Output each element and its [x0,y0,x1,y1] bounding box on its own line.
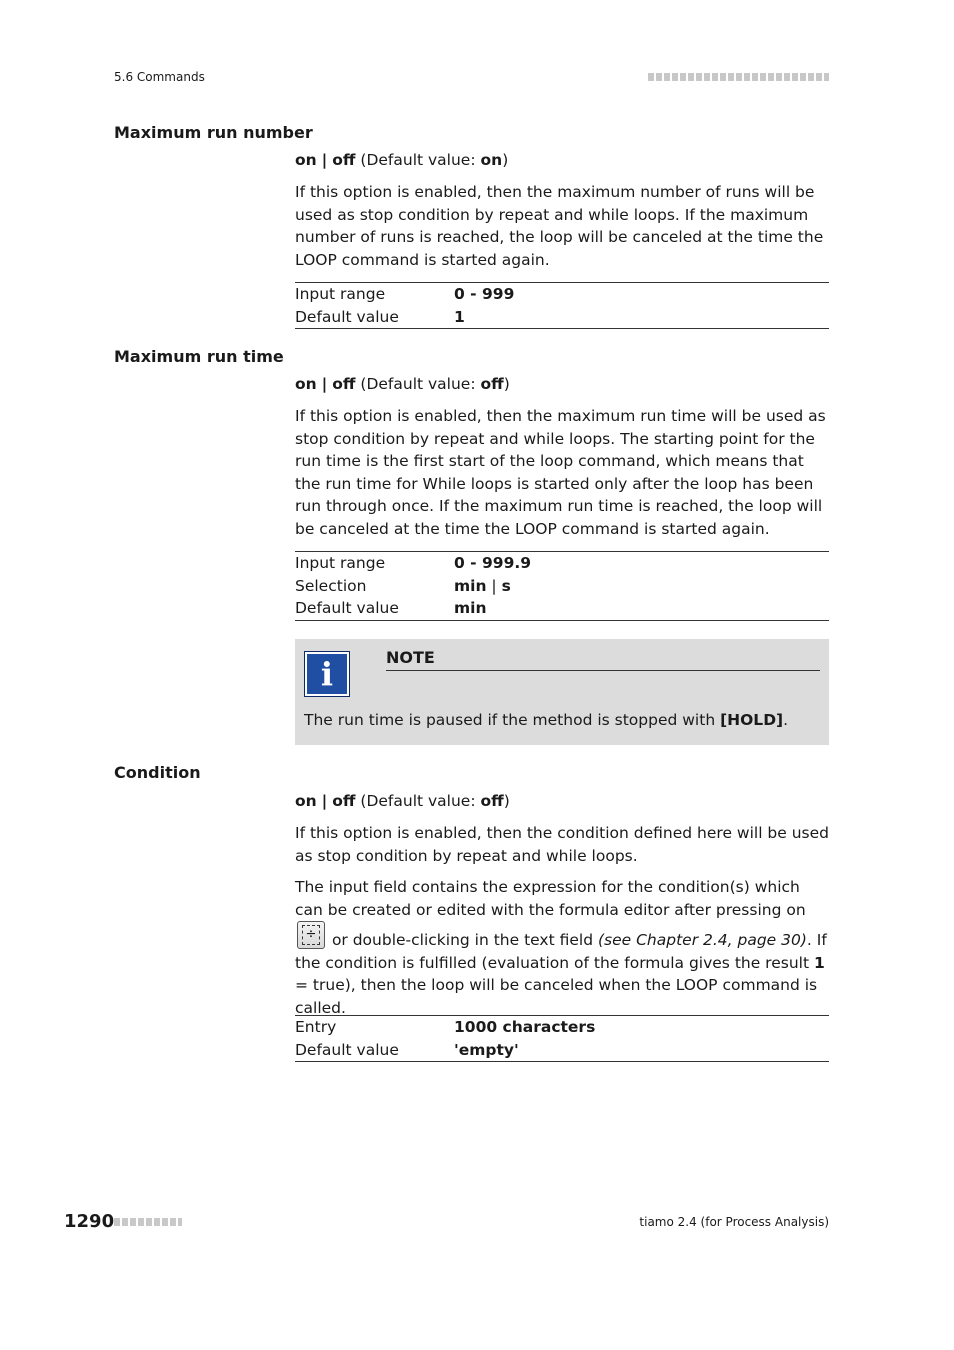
description-condition-2 [295,876,829,1019]
section-title-max-run-number: Maximum run number [114,123,313,142]
note-title: NOTE [386,648,820,671]
description-text: If this option is enabled, then the condition defined here will be used as stop condition by repeat and while loops. [295,824,830,865]
table-row [295,552,829,575]
option-on: on [295,792,317,810]
hold-label: [HOLD] [720,711,784,729]
selection-sep: | [486,576,502,595]
default-value: off [480,792,504,810]
footer-product: tiamo 2.4 (for Process Analysis) [639,1215,829,1229]
info-icon: i [304,651,350,697]
table-value: min [454,599,487,617]
option-line-condition [295,790,829,813]
note-box [295,639,829,745]
table-row [295,306,829,329]
default-suffix: ) [502,151,509,169]
description-text: = true), then the loop will be canceled when the LOOP command is called. [295,976,818,1017]
table-row [295,1016,829,1039]
section-title-max-run-time: Maximum run time [114,347,284,366]
option-line-max-run-time [295,373,829,396]
description-text: or double-clicking in the text field [331,931,598,949]
default-value: on [480,151,503,169]
default-suffix: ) [503,375,510,393]
default-prefix: (Default value: [360,151,481,169]
description-condition-1 [295,822,829,867]
running-header: 5.6 Commands [114,70,205,84]
default-value: off [480,375,504,393]
description-max-run-number [295,181,829,271]
footer-decoration [114,1218,182,1226]
table-value: 0 - 999.9 [454,554,532,572]
default-suffix: ) [503,792,510,810]
result-value: 1 [813,953,825,972]
note-text [304,711,788,729]
table-row [295,597,829,620]
default-prefix: (Default value: [360,375,481,393]
option-off: off [332,792,356,810]
param-table-max-run-time [295,551,829,621]
param-table-max-run-number [295,282,829,329]
table-value: 0 - 999 [454,285,515,303]
option-sep: | [321,151,328,169]
header-decoration [648,73,829,81]
table-row [295,1039,829,1062]
option-on: on [295,151,317,169]
description-text: . If the condition is fulfilled (evaluation of the formula gives the result [295,931,827,972]
table-key: Entry [295,1018,337,1036]
option-sep: | [321,375,328,393]
note-text-end: . [783,711,789,729]
selection-min: min [454,576,487,595]
param-table-condition [295,1015,829,1062]
table-value [454,575,511,598]
table-row [295,283,829,306]
table-key: Selection [295,576,367,595]
table-value: 1000 characters [454,1018,596,1036]
option-line-max-run-number [295,149,829,172]
table-key: Default value [295,1040,399,1059]
table-row [295,575,829,598]
table-value: 'empty' [454,1040,519,1059]
formula-editor-icon: ÷ [297,921,325,949]
default-prefix: (Default value: [360,792,481,810]
chapter-reference: (see Chapter 2.4, page 30) [597,931,807,949]
table-value: 1 [454,307,465,326]
description-text: The input field contains the expression for the condition(s) which can be created or edited with the formula editor after pressing on [295,878,806,919]
table-key: Input range [295,554,386,572]
table-key: Input range [295,285,386,303]
description-text: If this option is enabled, then the maximum run time will be used as stop condition by repeat and while loops. The starting point for the run time is the first start of the loop command, which means that the run time for While loops is started only after the loop has been run through once. If the maximum run time is reached, the loop will be canceled at the time the LOOP command is started again. [295,407,826,538]
option-off: off [332,375,356,393]
table-key: Default value [295,307,399,326]
page-number: 1290 [64,1211,115,1232]
note-text-part: The run time is paused if the method is stopped with [304,711,721,729]
section-title-condition: Condition [114,763,201,782]
selection-s: s [501,576,511,595]
description-max-run-time [295,405,829,540]
description-text: If this option is enabled, then the maximum number of runs will be used as stop condition by repeat and while loops. If the maximum number of runs is reached, the loop will be canceled at the time the LOOP command is started again. [295,183,824,269]
option-sep: | [321,792,328,810]
table-key: Default value [295,599,399,617]
option-off: off [332,151,356,169]
option-on: on [295,375,317,393]
